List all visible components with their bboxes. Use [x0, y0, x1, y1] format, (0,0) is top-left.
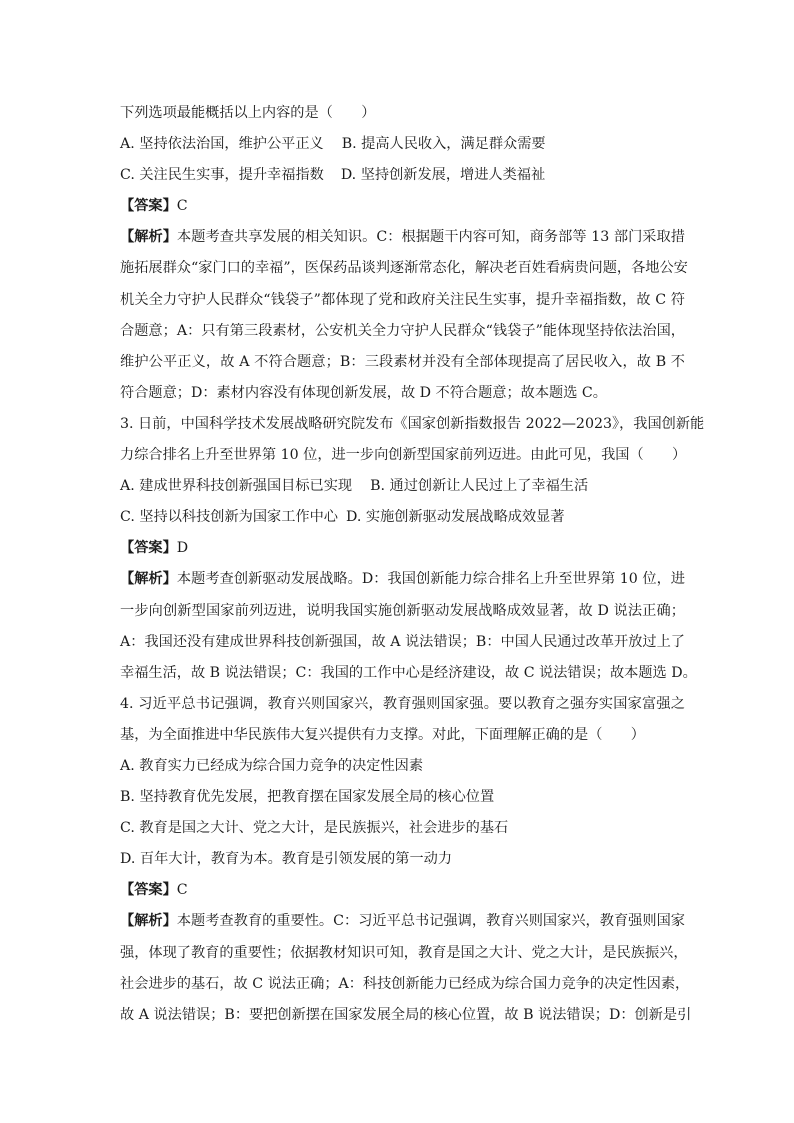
q3-analysis-label: 【解析】	[120, 571, 177, 588]
q3-option-d: D. 实施创新驱动发展战略成效显著	[346, 509, 565, 526]
q2-answer-label: 【答案】	[120, 198, 177, 215]
q2-answer-value: C	[176, 198, 188, 215]
q2-analysis-text-1: 本题考查共享发展的相关知识。C：根据题干内容可知，商务部等 13 部门采取措	[176, 229, 685, 246]
q2-analysis-line-2: 施拓展群众“家门口的幸福”，医保药品谈判逐渐常态化，解决老百姓看病贵问题，各地公安	[120, 260, 688, 277]
q2-analysis-line-1	[120, 222, 685, 253]
q2-analysis-label: 【解析】	[120, 229, 177, 246]
q2-option-a: A. 坚持依法治国，维护公平正义	[120, 136, 324, 153]
q4-option-d: D. 百年大计，教育为本。教育是引领发展的第一动力	[120, 851, 453, 868]
q2-analysis-line-5: 维护公平正义，故 A 不符合题意；B：三段素材并没有全部体现提高了居民收入，故 B 不	[120, 353, 685, 370]
q3-analysis-line-1	[120, 564, 685, 595]
q2-analysis-line-6: 符合题意；D：素材内容没有体现创新发展，故 D 不符合题意；故本题选 C。	[120, 384, 607, 401]
document-page	[120, 98, 705, 1031]
q4-analysis-line-1	[120, 906, 685, 937]
q3-analysis-line-2: 一步向创新型国家前列迈进，说明我国实施创新驱动发展战略成效显著，故 D 说法正确；	[120, 602, 685, 619]
q3-options-row-1	[120, 471, 685, 502]
q4-answer-value: C	[176, 882, 188, 899]
q4-answer	[120, 875, 685, 906]
q3-analysis-line-4: 幸福生活，故 B 说法错误；C：我国的工作中心是经济建设，故 C 说法错误；故本题选 D。	[120, 664, 697, 681]
q2-option-d: D. 坚持创新发展，增进人类福祉	[340, 167, 546, 184]
q2-analysis-line-4: 合题意；A：只有第三段素材，公安机关全力守护人民群众“钱袋子”能体现坚持依法治国，	[120, 322, 685, 339]
q2-options-row-1	[120, 129, 685, 160]
q3-option-c: C. 坚持以科技创新为国家工作中心	[120, 509, 338, 526]
q4-stem-line-2: 基，为全面推进中华民族伟大复兴提供有力支撑。对此，下面理解正确的是（ ）	[120, 726, 645, 743]
q4-analysis-line-4: 故 A 说法错误；B：要把创新摆在国家发展全局的核心位置，故 B 说法错误；D：创新是引	[120, 1006, 692, 1023]
q4-option-c: C. 教育是国之大计、党之大计，是民族振兴，社会进步的基石	[120, 820, 509, 837]
q4-answer-label: 【答案】	[120, 882, 177, 899]
q3-answer	[120, 533, 685, 564]
q3-answer-label: 【答案】	[120, 540, 177, 557]
q4-stem-line-1: 4. 习近平总书记强调，教育兴则国家兴，教育强则国家强。要以教育之强夯实国家富强之	[120, 695, 685, 712]
q2-option-c: C. 关注民生实事，提升幸福指数	[120, 167, 324, 184]
q2-options-row-2	[120, 160, 685, 191]
q4-option-a: A. 教育实力已经成为综合国力竞争的决定性因素	[120, 757, 424, 774]
q4-analysis-text-1: 本题考查教育的重要性。C：习近平总书记强调，教育兴则国家兴，教育强则国家	[176, 913, 685, 930]
q2-option-b: B. 提高人民收入，满足群众需要	[341, 136, 546, 153]
q3-answer-value: D	[176, 540, 189, 557]
q2-answer	[120, 191, 685, 222]
q3-option-a: A. 建成世界科技创新强国目标已实现	[120, 478, 353, 495]
q4-analysis-line-2: 强，体现了教育的重要性；依据教材知识可知，教育是国之大计、党之大计，是民族振兴，	[120, 944, 688, 961]
q3-stem-line-2: 力综合排名上升至世界第 10 位，进一步向创新型国家前列迈进。由此可见，我国（ ）	[120, 447, 687, 464]
q2-stem: 下列选项最能概括以上内容的是（ ）	[120, 105, 376, 121]
q2-analysis-line-3: 机关全力守护人民群众“钱袋子”都体现了党和政府关注民生实事，提升幸福指数，故 C 符	[120, 291, 685, 308]
q3-analysis-text-1: 本题考查创新驱动发展战略。D：我国创新能力综合排名上升至世界第 10 位，进	[176, 571, 685, 588]
q3-option-b: B. 通过创新让人民过上了幸福生活	[370, 478, 589, 495]
q4-option-b: B. 坚持教育优先发展，把教育摆在国家发展全局的核心位置	[120, 789, 495, 806]
q4-analysis-line-3: 社会进步的基石，故 C 说法正确；A：科技创新能力已经成为综合国力竞争的决定性因素，	[120, 975, 690, 992]
q4-analysis-label: 【解析】	[120, 913, 177, 930]
q3-stem-line-1: 3. 日前，中国科学技术发展战略研究院发布《国家创新指数报告 2022—2023》，我国创新能	[120, 415, 705, 432]
q3-options-row-2	[120, 502, 685, 533]
q3-analysis-line-3: A：我国还没有建成世界科技创新强国，故 A 说法错误；B：中国人民通过改革开放过上了	[120, 633, 685, 650]
